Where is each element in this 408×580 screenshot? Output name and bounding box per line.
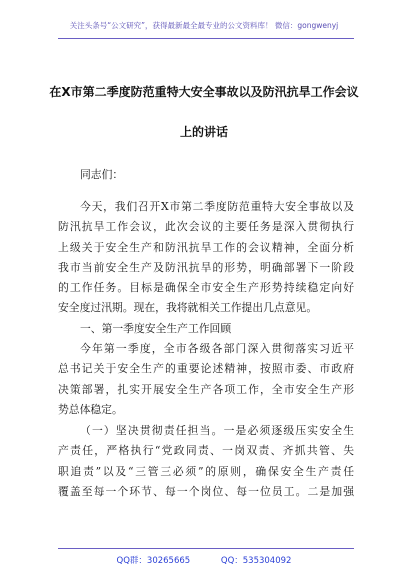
footer-divider bbox=[58, 548, 354, 549]
header-band bbox=[0, 0, 408, 40]
paragraph-line: 安全度过汛期。现在，我将就相关工作提出几点意见。 bbox=[58, 301, 318, 315]
document-title-line-2: 上的讲话 bbox=[179, 125, 228, 139]
paragraph-line: 今天，我们召开X市第二季度防范重特大安全事故以及 bbox=[80, 200, 354, 213]
paragraph-line: 我市当前安全生产及防汛抗旱的形势，明确部署下一阶段 bbox=[58, 260, 354, 274]
qq-number: QQ：535304092 bbox=[220, 556, 292, 566]
document-title-line-1: 在X市第二季度防范重特大安全事故以及防汛抗旱工作会议 bbox=[49, 85, 359, 99]
paragraph-line: 今年第一季度，全市各级各部门深入贯彻落实习近平 bbox=[80, 342, 354, 355]
paragraph-line: 防汛抗旱工作会议，此次会议的主要任务是深入贯彻执行 bbox=[58, 220, 354, 234]
qq-group-number: QQ群：30265665 bbox=[116, 556, 191, 566]
paragraph-line: 上级关于安全生产和防汛抗旱工作的会议精神，全面分析 bbox=[58, 240, 354, 254]
paragraph-line: 的工作任务。目标是确保全市安全生产形势持续稳定向好 bbox=[58, 281, 354, 295]
paragraph-line: 覆盖至每一个环节、每一个岗位、每一位员工。二是加强 bbox=[58, 484, 354, 498]
paragraph-1 bbox=[58, 197, 354, 339]
paragraph-line: 职追责”以及“三管三必须”的原则，确保安全生产责任 bbox=[58, 464, 354, 478]
header-divider bbox=[58, 38, 354, 39]
paragraph-line: （一）坚决贯彻责任担当。一是必须逐级压实安全生 bbox=[80, 424, 354, 437]
promo-header-text: 关注头条号“公文研究”，获得最新最全最专业的公文资料库！ 微信：gongwenyj bbox=[69, 21, 339, 30]
section-heading: 一、第一季度安全生产工作回顾 bbox=[80, 321, 232, 335]
paragraph-2 bbox=[58, 339, 354, 420]
paragraph-line: 势总体稳定。 bbox=[58, 402, 123, 416]
paragraph-line: 产责任，严格执行“党政同责、一岗双责、齐抓共管、失 bbox=[58, 444, 354, 458]
paragraph-3 bbox=[58, 421, 354, 502]
salutation: 同志们： bbox=[80, 168, 124, 181]
paragraph-line: 总书记关于安全生产的重要论述精神，按照市委、市政府 bbox=[58, 362, 354, 376]
paragraph-line: 决策部署，扎实开展安全生产各项工作，全市安全生产形 bbox=[58, 382, 354, 396]
footer-contact bbox=[0, 554, 408, 566]
